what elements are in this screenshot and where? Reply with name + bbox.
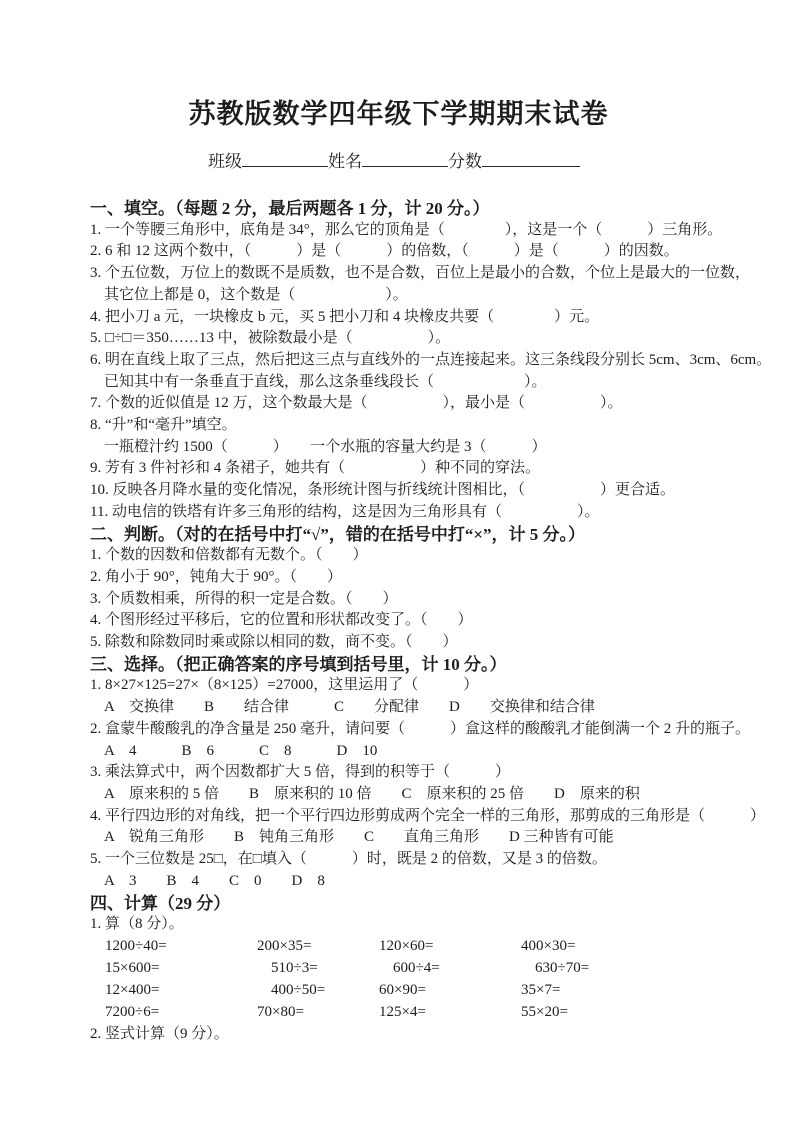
fill-question-3: 3. 个五位数，万位上的数既不是质数，也不是合数，百位上是最小的合数，个位上是最大的一位数，	[90, 265, 751, 282]
choice-question-1-options: A 交换律 B 结合律 C 分配律 D 交换律和结合律	[104, 699, 595, 716]
calc-item: 600÷4=	[393, 959, 440, 976]
oral-calc-grid	[90, 936, 707, 1024]
calc-item: 630÷70=	[535, 959, 590, 976]
choice-question-1: 1. 8×27×125=27×（8×125）=27000，这里运用了（ ）	[90, 677, 479, 694]
fill-question-6-cont: 已知其中有一条垂直于直线，那么这条垂线段长（ ）。	[104, 373, 547, 390]
class-label: 班级	[208, 152, 242, 171]
calc-item: 1200÷40=	[105, 937, 167, 954]
student-info-line	[90, 147, 707, 172]
choice-question-5-options: A 3 B 4 C 0 D 8	[104, 872, 325, 889]
name-blank-underline	[362, 149, 448, 167]
calc-item: 120×60=	[379, 937, 434, 954]
judge-question-5: 5. 除数和除数同时乘或除以相同的数，商不变。（ ）	[90, 634, 458, 651]
fill-question-6: 6. 明在直线上取了三点，然后把这三点与直线外的一点连接起来。这三条线段分别长 5cm、3cm、6cm。	[90, 351, 772, 368]
fill-question-1: 1. 一个等腰三角形中，底角是 34°，那么它的顶角是（ ），这是一个（ ）三角形。	[90, 221, 723, 238]
fill-question-7: 7. 个数的近似值是 12 万，这个数最大是（ ），最小是（ ）。	[90, 395, 623, 412]
fill-question-11: 11. 动电信的铁塔有许多三角形的结构，这是因为三角形具有（ ）。	[90, 503, 600, 520]
calc-item: 15×600=	[105, 959, 160, 976]
choice-question-5: 5. 一个三位数是 25□，在□填入（ ）时，既是 2 的倍数，又是 3 的倍数。	[90, 851, 607, 868]
judge-question-4: 4. 个图形经过平移后，它的位置和形状都改变了。（ ）	[90, 612, 473, 629]
calc-item: 12×400=	[105, 981, 160, 998]
section-calc-heading: 四、计算（29 分）	[90, 893, 231, 913]
choice-question-4: 4. 平行四边形的对角线，把一个平行四边形剪成两个完全一样的三角形，那剪成的三角形是（ ）	[90, 807, 766, 824]
section-calculation	[90, 893, 707, 1046]
judge-question-3: 3. 个质数相乘，所得的积一定是合数。（ ）	[90, 590, 398, 607]
calc-item: 200×35=	[257, 937, 312, 954]
section-true-false	[90, 524, 707, 654]
choice-question-2: 2. 盒蒙牛酸酸乳的净含量是 250 毫升，请问要（ ）盒这样的酸酸乳才能倒满一个 2 升的瓶子。	[90, 720, 751, 737]
fill-question-8: 8. “升”和“毫升”填空。	[90, 417, 237, 434]
name-label: 姓名	[328, 152, 362, 171]
choice-question-2-options: A 4 B 6 C 8 D 10	[104, 742, 378, 759]
score-blank-underline	[482, 149, 580, 167]
choice-question-3: 3. 乘法算式中，两个因数都扩大 5 倍，得到的积等于（ ）	[90, 764, 511, 781]
section-choice-heading: 三、选择。（把正确答案的序号填到括号里，计 10 分。）	[90, 654, 507, 674]
class-blank-underline	[242, 149, 328, 167]
judge-question-2: 2. 角小于 90°，钝角大于 90°。（ ）	[90, 568, 342, 585]
calc-item: 400×30=	[521, 937, 576, 954]
calc-item: 400÷50=	[271, 981, 326, 998]
fill-question-3-cont: 其它位上都是 0，这个数是（ ）。	[104, 286, 408, 303]
section-fill-in	[90, 198, 772, 524]
page-title: 苏教版数学四年级下学期期末试卷	[188, 99, 609, 129]
calc-subtitle-oral: 1. 算（8 分）。	[90, 916, 184, 933]
score-label: 分数	[448, 152, 482, 171]
fill-question-9: 9. 芳有 3 件衬衫和 4 条裙子，她共有（ ）种不同的穿法。	[90, 460, 541, 477]
calc-item: 55×20=	[521, 1003, 568, 1020]
calc-item: 70×80=	[257, 1003, 304, 1020]
judge-question-1: 1. 个数的因数和倍数都有无数个。（ ）	[90, 547, 368, 564]
choice-question-4-options: A 锐角三角形 B 钝角三角形 C 直角三角形 D 三种皆有可能	[104, 829, 614, 846]
fill-question-10: 10. 反映各月降水量的变化情况，条形统计图与折线统计图相比，（ ）更合适。	[90, 482, 676, 499]
calc-subtitle-vertical: 2. 竖式计算（9 分）。	[90, 1025, 229, 1042]
fill-question-4: 4. 把小刀 a 元，一块橡皮 b 元，买 5 把小刀和 4 块橡皮共要（ ）元。	[90, 308, 600, 325]
section-multiple-choice	[90, 654, 766, 893]
calc-item: 60×90=	[379, 981, 426, 998]
calc-item: 125×4=	[379, 1003, 426, 1020]
section-judge-heading: 二、判断。（对的在括号中打“√”，错的在括号中打“×”，计 5 分。）	[90, 524, 586, 544]
fill-question-8-cont: 一瓶橙汁约 1500（ ） 一个水瓶的容量大约是 3（ ）	[104, 438, 547, 455]
fill-question-2: 2. 6 和 12 这两个数中，（ ）是（ ）的倍数，（ ）是（ ）的因数。	[90, 243, 679, 260]
calc-item: 510÷3=	[271, 959, 318, 976]
fill-question-5: 5. □÷□＝350……13 中，被除数最小是（ ）。	[90, 330, 451, 347]
calc-item: 7200÷6=	[105, 1003, 160, 1020]
calc-item: 35×7=	[521, 981, 561, 998]
choice-question-3-options: A 原来积的 5 倍 B 原来积的 10 倍 C 原来积的 25 倍 D 原来的积	[104, 785, 640, 802]
section-fill-heading: 一、填空。（每题 2 分，最后两题各 1 分，计 20 分。）	[90, 199, 490, 218]
